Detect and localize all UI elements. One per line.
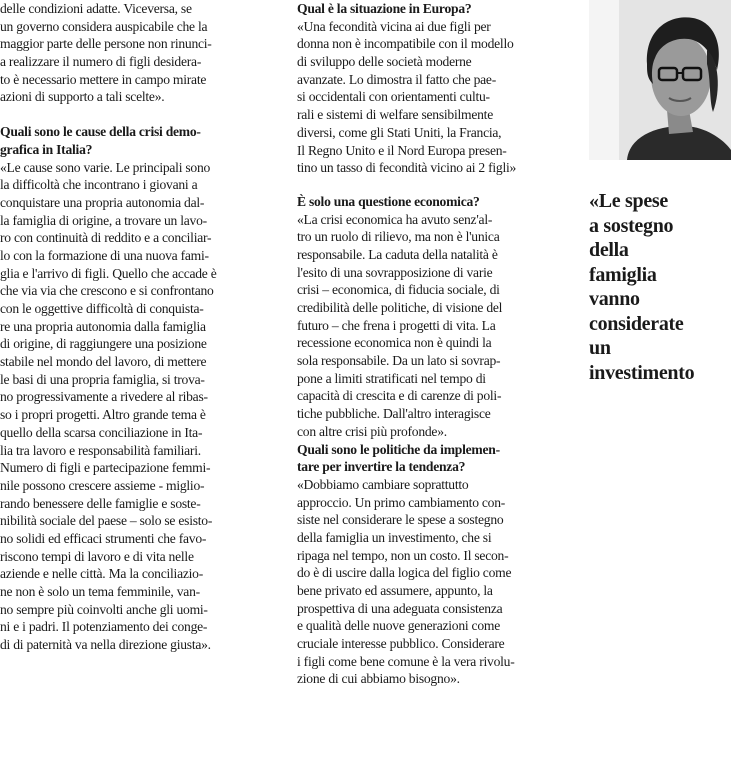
text-line: no sempre più coinvolti anche gli uomi- — [0, 601, 208, 617]
answer-paragraph — [297, 476, 571, 688]
text-line: la famiglia di origine, a trovare un lavo- — [0, 212, 207, 228]
sidebar-column — [589, 0, 739, 385]
text-line: cruciale interesse pubblico. Considerare — [297, 636, 505, 652]
question-line: Quali sono le politiche da implemen- — [297, 441, 500, 457]
text-line: do è di uscire dalla logica del figlio come — [297, 565, 512, 581]
text-line: no progressivamente a rivedere al ribas- — [0, 389, 208, 405]
text-line: un governo considera auspicabile che la — [0, 18, 208, 34]
question-heading — [297, 0, 571, 18]
article-column-1 — [0, 0, 283, 654]
text-line: di di paternità va nella direzione giusta». — [0, 637, 211, 653]
text-line: responsabile. La caduta della natalità è — [297, 246, 498, 262]
text-line: ni e i padri. Il potenziamento dei conge- — [0, 619, 208, 635]
text-line: nibilità sociale del paese – solo se esisto- — [0, 513, 213, 529]
text-line: di origine, di raggiungere una posizione — [0, 336, 207, 352]
text-line: si occidentali con orientamenti cultu- — [297, 89, 490, 105]
text-line: Il Regno Unito e il Nord Europa presen- — [297, 142, 507, 158]
text-line: e qualità delle nuove generazioni come — [297, 618, 500, 634]
question-line: grafica in Italia? — [0, 141, 93, 157]
text-line: le basi di una propria famiglia, si trova- — [0, 371, 205, 387]
text-line: siste nel considerare le spese a sostegno — [297, 512, 504, 528]
text-line: approccio. Un primo cambiamento con- — [297, 494, 506, 510]
text-line: di sviluppo delle società moderne — [297, 54, 472, 70]
question-line: Qual è la situazione in Europa? — [297, 1, 472, 16]
pull-quote-line: considerate — [589, 312, 684, 335]
text-line: re una propria autonomia dalla famiglia — [0, 318, 206, 334]
text-line: della famiglia un investimento, che si — [297, 529, 492, 545]
text-line: glia e l'arrivo di figli. Quello che accade è — [0, 265, 217, 281]
text-line: stabile nel mondo del lavoro, di mettere — [0, 354, 207, 370]
text-line: azioni di supporto a tali scelte». — [0, 89, 165, 105]
text-line: la difficoltà che incontrano i giovani a — [0, 177, 198, 193]
text-line: capacità di crescita e di carenze di poli- — [297, 388, 502, 404]
text-line: tino un tasso di fecondità vicino ai 2 figli» — [297, 160, 517, 176]
text-line: lia tra lavoro e responsabilità familiari. — [0, 442, 201, 458]
text-line: quello della scarsa conciliazione in Ita- — [0, 424, 203, 440]
pull-quote-line: della — [589, 239, 629, 261]
text-line: bene privato ed assumere, appunto, la — [297, 583, 493, 598]
text-line: rando benessere delle famiglie e soste- — [0, 495, 201, 511]
text-line: donna non è incompatibile con il modello — [297, 36, 514, 52]
text-line: sola responsabile. Da un lato si sovrap- — [297, 353, 501, 369]
text-line: «Una fecondità vicina ai due figli per — [297, 18, 491, 34]
text-line: tro un ruolo di rilievo, ma non è l'unica — [297, 229, 500, 245]
pull-quote-line: un — [589, 337, 611, 359]
answer-paragraph — [297, 18, 571, 177]
answer-paragraph — [297, 211, 571, 441]
text-line: riscono tempi di lavoro e di vita nelle — [0, 548, 194, 564]
intro-paragraph — [0, 0, 283, 106]
text-line: pone a limiti stratificati nel tempo di — [297, 370, 486, 386]
question-heading — [297, 193, 571, 211]
author-portrait-photo — [589, 0, 731, 160]
text-line: diversi, come gli Stati Uniti, la Francia, — [297, 124, 502, 140]
pull-quote-line: investimento — [589, 361, 695, 384]
article-column-2 — [297, 0, 571, 688]
text-line: maggior parte delle persone non rinunci- — [0, 36, 212, 52]
text-line: nile possono crescere assieme - miglio- — [0, 477, 205, 493]
answer-paragraph — [0, 159, 283, 654]
text-line: rali e sistemi di welfare sensibilmente — [297, 107, 493, 123]
text-line: aziende e nelle città. Ma la conciliazio- — [0, 566, 203, 582]
text-line: «La crisi economica ha avuto senz'al- — [297, 211, 493, 227]
text-line: con altre crisi più profonde». — [297, 423, 447, 439]
question-heading — [297, 441, 571, 476]
question-line: Quali sono le cause della crisi demo- — [0, 124, 201, 140]
pull-quote-line: famiglia — [589, 263, 657, 286]
text-line: to è necessario mettere in campo mirate — [0, 71, 207, 87]
text-line: tiche pubbliche. Dall'altro interagisce — [297, 406, 491, 422]
pull-quote-line: a sostegno — [589, 214, 674, 237]
text-line: zione di cui abbiamo bisogno». — [297, 671, 460, 687]
text-line: ro con continuità di reddito e a conciliar- — [0, 230, 212, 246]
text-line: a realizzare il numero di figli desidera- — [0, 54, 202, 70]
text-line: recessione economica non è quindi la — [297, 335, 492, 351]
question-line: È solo una questione economica? — [297, 193, 480, 209]
pull-quote — [589, 189, 739, 385]
text-line: so i propri progetti. Altro grande tema è — [0, 407, 206, 423]
text-line: i figli come bene comune è la vera rivolu- — [297, 653, 515, 669]
text-line: delle condizioni adatte. Viceversa, se — [0, 1, 192, 16]
text-line: credibilità delle politiche, di visione del — [297, 300, 503, 315]
text-line: avanzate. Lo dimostra il fatto che pae- — [297, 71, 496, 87]
pull-quote-line: vanno — [589, 288, 640, 310]
text-line: «Dobbiamo cambiare soprattutto — [297, 476, 469, 492]
text-line: ripaga nel tempo, non un costo. Il secon- — [297, 547, 509, 563]
text-line: ne non è solo un tema femminile, van- — [0, 584, 200, 599]
text-line: l'esito di una sovrapposizione di varie — [297, 264, 493, 280]
text-line: conquistare una propria autonomia dal- — [0, 194, 205, 210]
text-line: crisi – economica, di fiducia sociale, di — [297, 282, 500, 298]
text-line: no solidi ed efficaci strumenti che favo- — [0, 530, 207, 546]
pull-quote-line: «Le spese — [589, 190, 668, 212]
text-line: lo con la formazione di una nuova fami- — [0, 247, 209, 263]
text-line: «Le cause sono varie. Le principali sono — [0, 159, 211, 175]
question-heading — [0, 123, 283, 158]
question-line: tare per invertire la tendenza? — [297, 459, 466, 475]
text-line: prospettiva di una adeguata consistenza — [297, 600, 503, 616]
text-line: che via via che crescono e si confrontano — [0, 283, 214, 299]
text-line: Numero di figli e partecipazione femmi- — [0, 460, 211, 476]
portrait-image — [589, 0, 731, 160]
text-line: con le oggettive difficoltà di conquista- — [0, 301, 204, 316]
text-line: futuro – che frena i progetti di vita. La — [297, 317, 496, 333]
